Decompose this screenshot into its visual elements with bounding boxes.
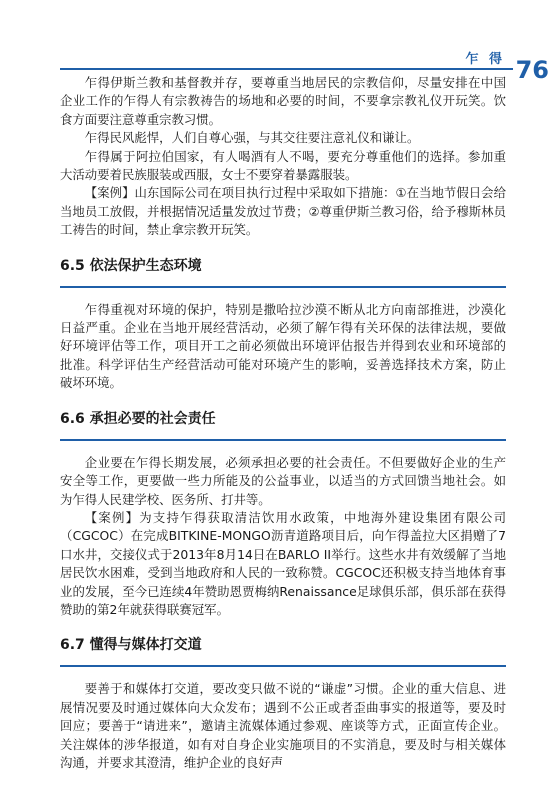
- section-heading: 6.5 依法保护生态环境: [60, 257, 202, 274]
- page-body: [60, 74, 506, 772]
- body-paragraph: 乍得属于阿拉伯国家，有人喝酒有人不喝，要充分尊重他们的选择。参加重大活动要着民族服装或西服，女士不要穿着暴露服装。: [60, 148, 506, 183]
- header-divider: [60, 68, 513, 70]
- body-paragraph: 乍得伊斯兰教和基督教并存，要尊重当地居民的宗教信仰，尽量安排在中国企业工作的乍得人有宗教祷告的场地和必要的时间，不要拿宗教礼仪开玩笑。饮食方面要注意尊重宗教习惯。: [60, 75, 506, 127]
- body-paragraph: 乍得重视对环境的保护，特别是撒哈拉沙漠不断从北方向南部推进，沙漠化日益严重。企业在当地开展经营活动，必须了解乍得有关环保的法律法规，要做好环境评估等工作，项目开工之前必须做出环境评估报告并得到农业和环境部的批准。科学评估生产经营活动可能对环境产生的影响，妥善选择技术方案，防止破坏环境。: [60, 301, 506, 391]
- body-paragraph: 要善于和媒体打交道，要改变只做不说的“谦虚”习惯。企业的重大信息、进展情况要及时通过媒体向大众发布；遇到不公正或者歪曲事实的报道等，要及时回应；要善于“请进来”，邀请主流媒体通过参观、座谈等方式，正面宣传企业。关注媒体的涉华报道，如有对自身企业实施项目的不实消息，要及时与相关媒体沟通，并要求其澄清，维护企业的良好声: [60, 681, 506, 770]
- page-header: [0, 0, 559, 84]
- section-heading: 6.7 懂得与媒体打交道: [60, 637, 202, 654]
- section-divider: [60, 665, 506, 667]
- case-paragraph: 【案例】山东国际公司在项目执行过程中采取如下措施：①在当地节假日会给当地员工放假，并根据情况适量发放过节费；②尊重伊斯兰教习俗，给予穆斯林员工祷告的时间，禁止拿宗教开玩笑。: [60, 185, 506, 238]
- body-paragraph: 乍得民风彪悍，人们自尊心强，与其交往要注意礼仪和谦让。: [84, 130, 420, 146]
- running-title: 乍 得: [465, 52, 505, 67]
- case-paragraph: 【案例】为支持乍得获取清洁饮用水政策，中地海外建设集团有限公司（CGCOC）在完成BITKINE-MONGO沥青道路项目后，向乍得盖拉大区捐赠了7口水井，交接仪式于2013年8月14日在BARLO II举行。这些水井有效缓解了当地居民饮水困难，受到当地政府和人民的一致称赞。CGCOC还积极支持当地体育事业的发展，至今已连续4年赞助恩贾梅纳Renaissance足球俱乐部，俱乐部在获得赞助的第2年就获得联赛冠军。: [60, 509, 506, 617]
- section-heading: 6.6 承担必要的社会责任: [60, 410, 216, 427]
- section-divider: [60, 286, 506, 288]
- page-number: 76: [515, 56, 549, 84]
- section-6-6: [60, 409, 506, 620]
- section-6-5: [60, 256, 506, 393]
- section-divider: [60, 439, 506, 441]
- body-paragraph: 企业要在乍得长期发展，必须承担必要的社会责任。不但要做好企业的生产安全等工作，更要做一些力所能及的公益事业，以适当的方式回馈当地社会。如为乍得人民建学校、医务所、打井等。: [60, 454, 506, 507]
- section-6-7: [60, 635, 506, 772]
